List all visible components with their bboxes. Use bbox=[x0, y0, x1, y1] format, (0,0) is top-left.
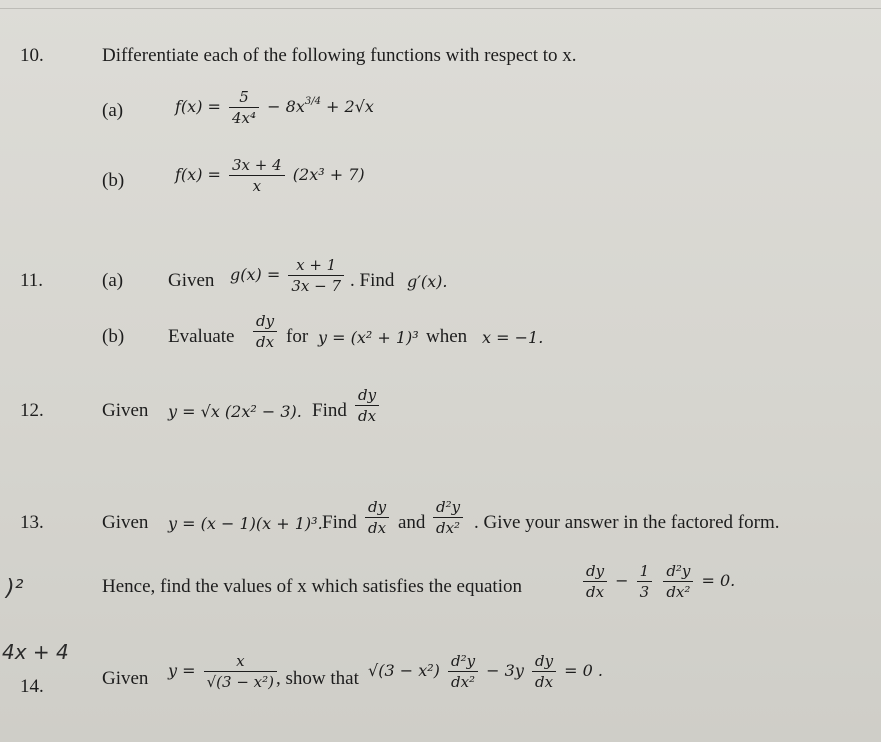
q11b-when: when bbox=[426, 326, 468, 347]
q13-tail: . Give your answer in the factored form. bbox=[474, 512, 780, 533]
q14-number: 14. bbox=[20, 676, 44, 697]
q12-find: Find bbox=[312, 400, 347, 421]
q11-number: 11. bbox=[20, 270, 44, 291]
q14-f2-num: dy bbox=[534, 652, 554, 670]
q13-derivative-2 bbox=[430, 498, 466, 537]
q13-eq-f2-num: 1 bbox=[639, 562, 650, 580]
q11a-find: . Find bbox=[350, 270, 395, 291]
q13-expr: y = (x − 1)(x + 1)³. bbox=[168, 514, 323, 533]
q14-frac-num: x bbox=[236, 652, 245, 670]
q11a-target: g′(x). bbox=[407, 272, 448, 291]
q14-fraction-1 bbox=[448, 652, 478, 691]
q11b-label: (b) bbox=[102, 326, 125, 347]
q11b-frac-den: dx bbox=[253, 331, 277, 351]
q14-given: Given bbox=[102, 668, 149, 689]
q13-eq-f1-den: dx bbox=[583, 581, 607, 601]
q10b-frac-num: 3x + 4 bbox=[232, 156, 282, 174]
q13-eq-fraction-2 bbox=[637, 562, 653, 601]
q13-eq-f3-den: dx² bbox=[663, 581, 693, 601]
q14-mid: − 3y bbox=[486, 661, 524, 680]
q13-find: Find bbox=[322, 512, 357, 533]
handwritten-mark-1: )² bbox=[6, 576, 24, 601]
q14-frac-den: √(3 − x²) bbox=[204, 671, 277, 691]
q11b-frac-num: dy bbox=[256, 312, 275, 330]
q14-expression bbox=[168, 652, 280, 691]
q11b-evaluate: Evaluate bbox=[168, 326, 235, 347]
q10b-term2: (2x³ + 7) bbox=[292, 165, 365, 184]
q12-frac-den: dx bbox=[355, 405, 379, 425]
q11b-derivative bbox=[250, 312, 280, 351]
q11a-label: (a) bbox=[102, 270, 124, 291]
q13-fraction-1 bbox=[365, 498, 389, 537]
q14-end: = 0 . bbox=[564, 661, 603, 680]
q11a-expression bbox=[230, 256, 347, 295]
q12-number: 12. bbox=[20, 400, 44, 421]
q13-eq-f1-num: dy bbox=[586, 562, 605, 580]
q11b-cond: x = −1. bbox=[482, 328, 544, 347]
q11a-fraction bbox=[288, 256, 344, 295]
q13-number: 13. bbox=[20, 512, 44, 533]
q13-hence: Hence, find the values of x which satisfies the equation bbox=[102, 576, 522, 597]
q10a-fraction bbox=[229, 88, 259, 127]
q14-root: √(3 − x²) bbox=[368, 661, 440, 680]
q10a-term3: + 2√x bbox=[326, 97, 374, 116]
q13-frac1-den: dx bbox=[365, 517, 389, 537]
q11a-frac-num: x + 1 bbox=[296, 256, 337, 274]
q11a-frac-den: 3x − 7 bbox=[288, 275, 344, 295]
q13-eq-fraction-1 bbox=[583, 562, 607, 601]
q14-f1-den: dx² bbox=[448, 671, 478, 691]
q13-frac2-den: dx² bbox=[433, 517, 463, 537]
q14-f1-num: d²y bbox=[450, 652, 476, 670]
q12-derivative bbox=[352, 386, 382, 425]
top-rule bbox=[0, 8, 881, 9]
q13-frac1-num: dy bbox=[368, 498, 387, 516]
q10b-fraction bbox=[229, 156, 285, 195]
q13-given: Given bbox=[102, 512, 149, 533]
q14-equation bbox=[368, 652, 603, 691]
q13-eq-end: = 0. bbox=[701, 571, 736, 590]
q10b-label: (b) bbox=[102, 170, 125, 191]
q11b-for: for bbox=[286, 326, 309, 347]
q13-fraction-2 bbox=[433, 498, 463, 537]
q14-lhs: y = bbox=[168, 661, 196, 680]
q14-fraction-2 bbox=[532, 652, 556, 691]
q13-frac2-num: d²y bbox=[436, 498, 461, 516]
q14-f2-den: dx bbox=[532, 671, 556, 691]
q12-fraction bbox=[355, 386, 379, 425]
q10a-frac-den: 4x⁴ bbox=[229, 107, 259, 127]
q13-eq-f2-den: 3 bbox=[637, 581, 653, 601]
q10a-expression bbox=[175, 88, 374, 127]
q10b-lhs: f(x) = bbox=[175, 165, 221, 184]
handwritten-mark-2: 4x + 4 bbox=[2, 640, 69, 664]
q13-and: and bbox=[398, 512, 426, 533]
q13-eq-minus: − bbox=[615, 571, 629, 590]
q10a-lhs: f(x) = bbox=[175, 97, 221, 116]
q10-instruction: Differentiate each of the following functions with respect to x. bbox=[102, 45, 577, 66]
q13-eq-fraction-3 bbox=[663, 562, 693, 601]
q13-derivative-1 bbox=[362, 498, 392, 537]
q10b-frac-den: x bbox=[229, 175, 285, 195]
q12-given: Given bbox=[102, 400, 149, 421]
q10b-expression bbox=[175, 156, 365, 195]
q13-equation bbox=[580, 562, 735, 601]
q14-fraction bbox=[204, 652, 277, 691]
q11b-expr: y = (x² + 1)³ bbox=[318, 328, 419, 347]
q12-frac-num: dy bbox=[358, 386, 377, 404]
q10a-term2: − 8x bbox=[267, 97, 305, 116]
q11a-given: Given bbox=[168, 270, 215, 291]
q12-expr: y = √x (2x² − 3). bbox=[168, 402, 302, 421]
q10a-frac-num: 5 bbox=[239, 88, 249, 106]
q14-show: , show that bbox=[276, 668, 359, 689]
q10-number: 10. bbox=[20, 45, 44, 66]
q10a-exp2: 3/4 bbox=[304, 96, 321, 107]
q10a-label: (a) bbox=[102, 100, 124, 121]
q11a-lhs: g(x) = bbox=[230, 265, 281, 284]
q11b-fraction bbox=[253, 312, 277, 351]
q13-eq-f3-num: d²y bbox=[666, 562, 691, 580]
